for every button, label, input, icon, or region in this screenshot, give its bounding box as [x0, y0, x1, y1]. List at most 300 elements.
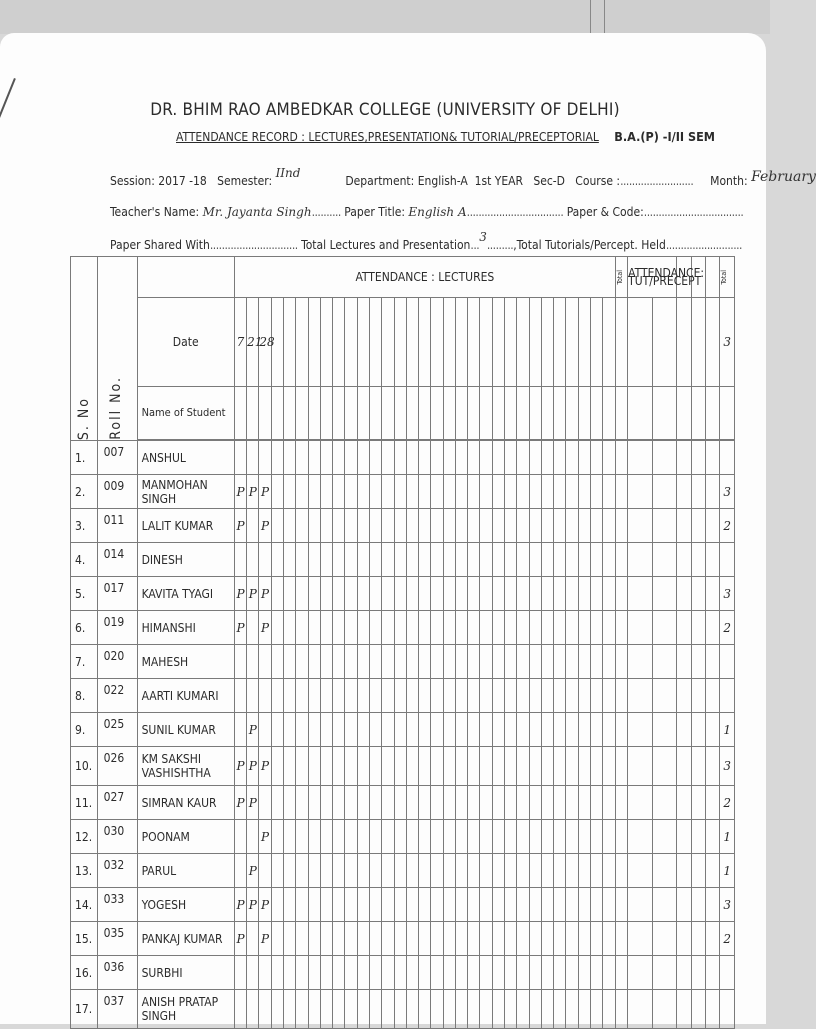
tut-mark: [652, 611, 677, 645]
scan-edge-line: [590, 0, 591, 34]
paper-code-label: Paper & Code:: [566, 205, 644, 219]
attendance-mark: P: [259, 888, 271, 922]
attendance-mark: [541, 645, 553, 679]
attendance-mark: [394, 577, 406, 611]
student-sno: 9.: [71, 713, 98, 747]
attendance-mark: [308, 611, 320, 645]
student-row: [71, 990, 735, 1029]
attendance-mark: [566, 922, 578, 956]
scan-top-background: [0, 0, 770, 34]
attendance-mark: [320, 786, 332, 820]
attendance-mark: [333, 990, 345, 1029]
attendance-mark: [382, 990, 394, 1029]
blank-cell: [591, 387, 603, 440]
attendance-mark: [247, 679, 259, 713]
attendance-mark: [578, 645, 590, 679]
attendance-mark: [296, 441, 308, 475]
attendance-mark: [296, 747, 308, 786]
attendance-mark: [431, 577, 443, 611]
attendance-mark: [296, 543, 308, 577]
tut-mark: [628, 888, 653, 922]
attendance-mark: [468, 786, 480, 820]
attendance-mark: [492, 509, 504, 543]
student-row: [71, 509, 735, 543]
attendance-mark: [308, 475, 320, 509]
tut-mark: [677, 786, 691, 820]
attendance-mark: [492, 854, 504, 888]
tut-mark: [677, 577, 691, 611]
attendance-mark: [578, 509, 590, 543]
attendance-mark: [480, 577, 492, 611]
attendance-mark: [591, 611, 603, 645]
attendance-mark: [308, 888, 320, 922]
teacher-label: Teacher's Name:: [110, 205, 200, 219]
tut-total-header: [720, 257, 735, 298]
tut-mark: [628, 611, 653, 645]
attendance-mark: [480, 990, 492, 1029]
attendance-mark: [480, 611, 492, 645]
date-cell: [529, 298, 541, 387]
attendance-mark: [431, 990, 443, 1029]
attendance-mark: P: [259, 509, 271, 543]
attendance-mark: [603, 854, 616, 888]
attendance-mark: [382, 956, 394, 990]
tut-mark: [705, 747, 719, 786]
blank-cell: [357, 387, 369, 440]
attendance-mark: [468, 577, 480, 611]
attendance-mark: [357, 820, 369, 854]
blank-cell: [345, 387, 357, 440]
blank-cell: [541, 387, 553, 440]
attendance-mark: [455, 645, 467, 679]
student-name: PARUL: [137, 854, 234, 888]
attendance-mark: [320, 922, 332, 956]
attendance-mark: [529, 679, 541, 713]
student-name: SUNIL KUMAR: [137, 713, 234, 747]
date-cell: [320, 298, 332, 387]
attendance-mark: [492, 475, 504, 509]
attendance-mark: [591, 577, 603, 611]
attendance-mark: [333, 922, 345, 956]
student-sno: 6.: [71, 611, 98, 645]
attendance-mark: [333, 611, 345, 645]
student-total: 2: [720, 786, 735, 820]
attendance-mark: [505, 990, 517, 1029]
attendance-mark: [566, 645, 578, 679]
attendance-mark: [259, 990, 271, 1029]
tut-mark: [652, 645, 677, 679]
student-name: AARTI KUMARI: [137, 679, 234, 713]
attendance-mark: [357, 509, 369, 543]
attendance-mark: [554, 820, 566, 854]
attendance-mark: [345, 820, 357, 854]
attendance-mark: [554, 747, 566, 786]
name-header-row: [71, 387, 735, 440]
attendance-mark: [357, 543, 369, 577]
student-name: KAVITA TYAGI: [137, 577, 234, 611]
attendance-mark: [480, 922, 492, 956]
attendance-mark: [578, 713, 590, 747]
attendance-mark: [357, 441, 369, 475]
attendance-mark: [394, 441, 406, 475]
attendance-mark: [345, 679, 357, 713]
attendance-mark: [431, 713, 443, 747]
tut-mark: [691, 543, 705, 577]
attendance-mark: [320, 645, 332, 679]
tut-mark: [652, 509, 677, 543]
attendance-mark: [283, 990, 295, 1029]
attendance-mark: [431, 888, 443, 922]
date-cell: [578, 298, 590, 387]
attendance-mark: [455, 441, 467, 475]
attendance-mark: [566, 543, 578, 577]
student-total: 3: [720, 888, 735, 922]
attendance-mark: P: [234, 922, 246, 956]
attendance-mark: [308, 441, 320, 475]
student-sno: 15.: [71, 922, 98, 956]
date-cell: [345, 298, 357, 387]
student-sno: 10.: [71, 747, 98, 786]
student-row: [71, 577, 735, 611]
attendance-mark: [591, 679, 603, 713]
blank-cell: [492, 387, 504, 440]
attendance-mark: [529, 475, 541, 509]
attendance-mark: [320, 956, 332, 990]
attendance-mark: [541, 611, 553, 645]
attendance-mark: [394, 854, 406, 888]
tut-date-cell: [677, 298, 691, 387]
tut-mark: [677, 854, 691, 888]
blank-cell: [419, 387, 431, 440]
tut-mark: [705, 441, 719, 475]
attendance-mark: [369, 854, 381, 888]
blank-cell: [259, 387, 271, 440]
date-cell: [591, 298, 603, 387]
tut-mark: [615, 747, 627, 786]
student-roll: 032: [97, 854, 137, 888]
attendance-mark: [505, 509, 517, 543]
attendance-mark: [591, 888, 603, 922]
attendance-mark: [455, 747, 467, 786]
department-label: Department: English-A: [345, 174, 468, 188]
attendance-mark: [406, 441, 418, 475]
attendance-mark: [554, 509, 566, 543]
attendance-mark: [455, 922, 467, 956]
attendance-mark: P: [234, 747, 246, 786]
attendance-mark: [566, 990, 578, 1029]
attendance-mark: [480, 475, 492, 509]
attendance-mark: [431, 747, 443, 786]
attendance-mark: [578, 747, 590, 786]
attendance-mark: [406, 679, 418, 713]
attendance-mark: [505, 786, 517, 820]
attendance-mark: [320, 577, 332, 611]
attendance-mark: [283, 475, 295, 509]
attendance-mark: [603, 611, 616, 645]
attendance-mark: [271, 956, 283, 990]
student-sno: 4.: [71, 543, 98, 577]
attendance-mark: [320, 509, 332, 543]
blank-cell: [333, 387, 345, 440]
attendance-mark: [578, 854, 590, 888]
attendance-mark: [566, 577, 578, 611]
attendance-mark: [259, 441, 271, 475]
attendance-mark: [554, 543, 566, 577]
attendance-mark: [234, 543, 246, 577]
tut-date-cell: [691, 298, 705, 387]
roll-header-label: Roll No.: [107, 376, 124, 440]
date-cell: [382, 298, 394, 387]
student-total: 3: [720, 475, 735, 509]
student-name: ANISH PRATAP SINGH: [137, 990, 234, 1029]
attendance-mark: [455, 475, 467, 509]
date-cell: [443, 298, 455, 387]
attendance-mark: [308, 956, 320, 990]
student-name: MAHESH: [137, 645, 234, 679]
student-row: [71, 956, 735, 990]
student-roll: 027: [97, 786, 137, 820]
blank-cell: [652, 387, 677, 440]
attendance-mark: [247, 441, 259, 475]
attendance-mark: [443, 645, 455, 679]
attendance-mark: [296, 888, 308, 922]
attendance-mark: [480, 441, 492, 475]
student-roll: 033: [97, 888, 137, 922]
attendance-mark: [234, 820, 246, 854]
attendance-mark: [468, 645, 480, 679]
tut-mark: [615, 475, 627, 509]
attendance-mark: P: [247, 475, 259, 509]
tut-date-cell: [705, 298, 719, 387]
student-total: [720, 645, 735, 679]
attendance-mark: [468, 956, 480, 990]
attendance-mark: [345, 509, 357, 543]
attendance-mark: [394, 713, 406, 747]
attendance-mark: [283, 679, 295, 713]
attendance-mark: [603, 888, 616, 922]
attendance-mark: [554, 713, 566, 747]
student-name: SURBHI: [137, 956, 234, 990]
blank-cell: [443, 387, 455, 440]
attendance-mark: [357, 854, 369, 888]
student-sno: 16.: [71, 956, 98, 990]
attendance-mark: P: [234, 611, 246, 645]
attendance-mark: [382, 611, 394, 645]
student-total: 3: [720, 577, 735, 611]
student-name: LALIT KUMAR: [137, 509, 234, 543]
attendance-mark: [431, 509, 443, 543]
attendance-mark: [603, 475, 616, 509]
tut-mark: [705, 577, 719, 611]
attendance-mark: [541, 922, 553, 956]
attendance-mark: [431, 611, 443, 645]
attendance-mark: [603, 543, 616, 577]
attendance-mark: [443, 888, 455, 922]
attendance-mark: [406, 713, 418, 747]
attendance-mark: [333, 713, 345, 747]
attendance-mark: [455, 854, 467, 888]
date-cell: [455, 298, 467, 387]
attendance-mark: [468, 611, 480, 645]
attendance-mark: [468, 888, 480, 922]
tut-mark: [652, 820, 677, 854]
attendance-mark: [296, 786, 308, 820]
student-sno: 2.: [71, 475, 98, 509]
attendance-mark: [505, 543, 517, 577]
student-total: [720, 990, 735, 1029]
attendance-mark: [554, 645, 566, 679]
attendance-mark: [283, 854, 295, 888]
attendance-mark: [406, 820, 418, 854]
tut-mark: [615, 577, 627, 611]
attendance-mark: [296, 611, 308, 645]
attendance-mark: [369, 577, 381, 611]
attendance-mark: [578, 888, 590, 922]
tut-mark: [677, 990, 691, 1029]
attendance-mark: [320, 543, 332, 577]
student-roll: 019: [97, 611, 137, 645]
paper-title-label: Paper Title:: [344, 205, 405, 219]
attendance-mark: [419, 475, 431, 509]
attendance-mark: [394, 990, 406, 1029]
attendance-mark: [468, 820, 480, 854]
tut-mark: [615, 509, 627, 543]
student-sno: 13.: [71, 854, 98, 888]
teacher-row: Teacher's Name: Mr. Jayanta Singh.......... Paper Title: English A................................. Paper & Code:..................................: [110, 205, 744, 219]
tut-mark: [705, 922, 719, 956]
attendance-mark: [271, 854, 283, 888]
attendance-mark: [603, 679, 616, 713]
attendance-mark: [455, 956, 467, 990]
attendance-mark: [431, 922, 443, 956]
attendance-mark: P: [234, 475, 246, 509]
student-sno: 11.: [71, 786, 98, 820]
blank-cell: [480, 387, 492, 440]
attendance-mark: P: [247, 577, 259, 611]
attendance-mark: [517, 713, 529, 747]
attendance-mark: [345, 747, 357, 786]
attendance-mark: [369, 543, 381, 577]
scan-edge-line: [604, 0, 605, 34]
attendance-mark: [296, 922, 308, 956]
attendance-mark: [468, 922, 480, 956]
attendance-mark: [529, 611, 541, 645]
tut-mark: [677, 888, 691, 922]
attendance-mark: [357, 888, 369, 922]
blank-cell: [529, 387, 541, 440]
tut-mark: [615, 990, 627, 1029]
attendance-mark: [369, 645, 381, 679]
attendance-mark: [529, 888, 541, 922]
attendance-mark: [259, 713, 271, 747]
tut-mark: [705, 820, 719, 854]
attendance-mark: [406, 786, 418, 820]
tut-mark: [677, 747, 691, 786]
attendance-mark: [369, 820, 381, 854]
attendance-mark: [517, 645, 529, 679]
attendance-mark: [431, 645, 443, 679]
attendance-mark: [554, 475, 566, 509]
tut-mark: [677, 956, 691, 990]
tut-mark: [615, 543, 627, 577]
total-header-label: Total: [720, 269, 729, 285]
attendance-mark: [492, 577, 504, 611]
attendance-mark: [382, 679, 394, 713]
attendance-mark: P: [259, 611, 271, 645]
attendance-mark: P: [247, 747, 259, 786]
attendance-mark: [357, 747, 369, 786]
tut-mark: [628, 956, 653, 990]
attendance-mark: [271, 441, 283, 475]
attendance-mark: [271, 820, 283, 854]
attendance-mark: [419, 509, 431, 543]
attendance-mark: [271, 543, 283, 577]
tut-mark: [691, 679, 705, 713]
tut-mark: [615, 786, 627, 820]
attendance-mark: [529, 441, 541, 475]
attendance-mark: P: [259, 820, 271, 854]
month-value: February: [751, 169, 816, 185]
attendance-mark: [578, 820, 590, 854]
attendance-mark: [333, 441, 345, 475]
attendance-mark: [443, 509, 455, 543]
attendance-mark: [283, 577, 295, 611]
attendance-mark: [578, 679, 590, 713]
attendance-mark: [382, 475, 394, 509]
attendance-mark: [603, 747, 616, 786]
attendance-mark: [419, 611, 431, 645]
attendance-mark: [259, 645, 271, 679]
blank-cell: [320, 387, 332, 440]
attendance-mark: [566, 786, 578, 820]
attendance-mark: [529, 786, 541, 820]
attendance-mark: [382, 543, 394, 577]
attendance-mark: [296, 679, 308, 713]
student-name: PANKAJ KUMAR: [137, 922, 234, 956]
tut-mark: [615, 888, 627, 922]
student-sno: 7.: [71, 645, 98, 679]
attendance-mark: [357, 611, 369, 645]
attendance-mark: [603, 441, 616, 475]
blank-cell: [283, 387, 295, 440]
attendance-mark: [578, 990, 590, 1029]
attendance-mark: [320, 441, 332, 475]
section-label: Sec-D: [533, 174, 565, 188]
attendance-mark: [406, 888, 418, 922]
attendance-mark: [443, 820, 455, 854]
blank-cell: [566, 387, 578, 440]
attendance-mark: [345, 441, 357, 475]
attendance-mark: [591, 475, 603, 509]
student-roll: 035: [97, 922, 137, 956]
attendance-mark: [296, 645, 308, 679]
attendance-mark: [492, 747, 504, 786]
student-row: [71, 854, 735, 888]
tut-total-header: [705, 257, 719, 298]
blank-cell: [720, 387, 735, 440]
attendance-mark: [345, 956, 357, 990]
attendance-mark: [369, 611, 381, 645]
attendance-mark: [529, 990, 541, 1029]
attendance-mark: [234, 956, 246, 990]
attendance-mark: [345, 645, 357, 679]
tut-mark: [628, 441, 653, 475]
date-cell: [468, 298, 480, 387]
attendance-mark: [283, 888, 295, 922]
student-row: [71, 786, 735, 820]
attendance-mark: P: [247, 888, 259, 922]
tut-date-cell: [652, 298, 677, 387]
